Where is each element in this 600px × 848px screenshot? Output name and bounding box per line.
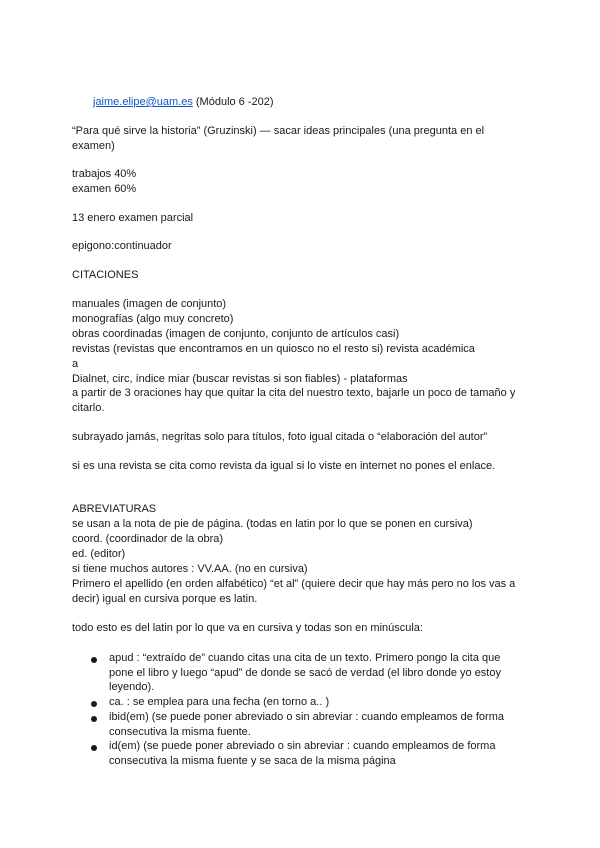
module-text: (Módulo 6 -202) — [192, 96, 274, 108]
text-line: si tiene muchos autores : VV.AA. (no en cursiva) — [72, 563, 308, 575]
list-item-line: id(em) (se puede poner abreviado o sin abreviar : cuando empleamos de forma — [109, 740, 496, 752]
header-line — [93, 95, 274, 109]
text-line: decir) igual en cursiva porque es latin. — [72, 593, 258, 605]
text-line: monografías (algo muy concreto) — [72, 313, 234, 325]
text-line: trabajos 40% — [72, 168, 137, 180]
text-line: a — [72, 358, 79, 370]
text-line: coord. (coordinador de la obra) — [72, 533, 224, 545]
text-line: examen) — [72, 140, 115, 152]
text-line: todo esto es del latin por lo que va en cursiva y todas son en minúscula: — [72, 622, 423, 634]
list-item-line: leyendo). — [109, 681, 155, 693]
text-line: 13 enero examen parcial — [72, 212, 194, 224]
list-item-line: apud : “extraído de” cuando citas una cita de un texto. Primero pongo la cita que — [109, 652, 501, 664]
text-line: Dialnet, circ, índice miar (buscar revistas si son fiables) - plataformas — [72, 373, 408, 385]
section-heading: ABREVIATURAS — [72, 503, 157, 515]
text-line: subrayado jamás, negritas solo para títulos, foto igual citada o “elaboración del autor” — [72, 431, 488, 443]
text-line: a partir de 3 oraciones hay que quitar la cita del nuestro texto, bajarle un poco de tamaño y — [72, 387, 516, 399]
text-line: examen 60% — [72, 183, 137, 195]
list-item-line: consecutiva la misma fuente. — [109, 726, 251, 738]
bullet-icon — [91, 657, 97, 663]
text-line: revistas (revistas que encontramos en un quiosco no el resto si) revista académica — [72, 343, 475, 355]
text-line: obras coordinadas (imagen de conjunto, conjunto de artículos casi) — [72, 328, 400, 340]
list-item-line: ibid(em) (se puede poner abreviado o sin abreviar : cuando empleamos de forma — [109, 711, 504, 723]
text-line: Primero el apellido (en orden alfabético) “et al” (quiere decir que hay más pero no los vas a — [72, 578, 516, 590]
bullet-icon — [91, 701, 97, 707]
list-item-line: pone el libro y luego “apud” de donde se sacó de verdad (el libro donde yo estoy — [109, 667, 501, 679]
text-line: se usan a la nota de pie de página. (todas en latin por lo que se ponen en cursiva) — [72, 518, 473, 530]
text-line: citarlo. — [72, 402, 105, 414]
text-line: epigono:continuador — [72, 240, 172, 252]
text-line: ed. (editor) — [72, 548, 126, 560]
bullet-icon — [91, 745, 97, 751]
email-link[interactable]: jaime.elipe@uam.es — [93, 96, 193, 108]
list-item-line: ca. : se emplea para una fecha (en torno a.. ) — [109, 696, 330, 708]
text-line: “Para qué sirve la historia” (Gruzinski) — sacar ideas principales (una pregunta en el — [72, 125, 485, 137]
bullet-icon — [91, 716, 97, 722]
text-line: manuales (imagen de conjunto) — [72, 298, 227, 310]
section-heading: CITACIONES — [72, 269, 139, 281]
list-item-line: consecutiva la misma fuente y se saca de la misma página — [109, 755, 396, 767]
text-line: si es una revista se cita como revista da igual si lo viste en internet no pones el enlace. — [72, 460, 496, 472]
